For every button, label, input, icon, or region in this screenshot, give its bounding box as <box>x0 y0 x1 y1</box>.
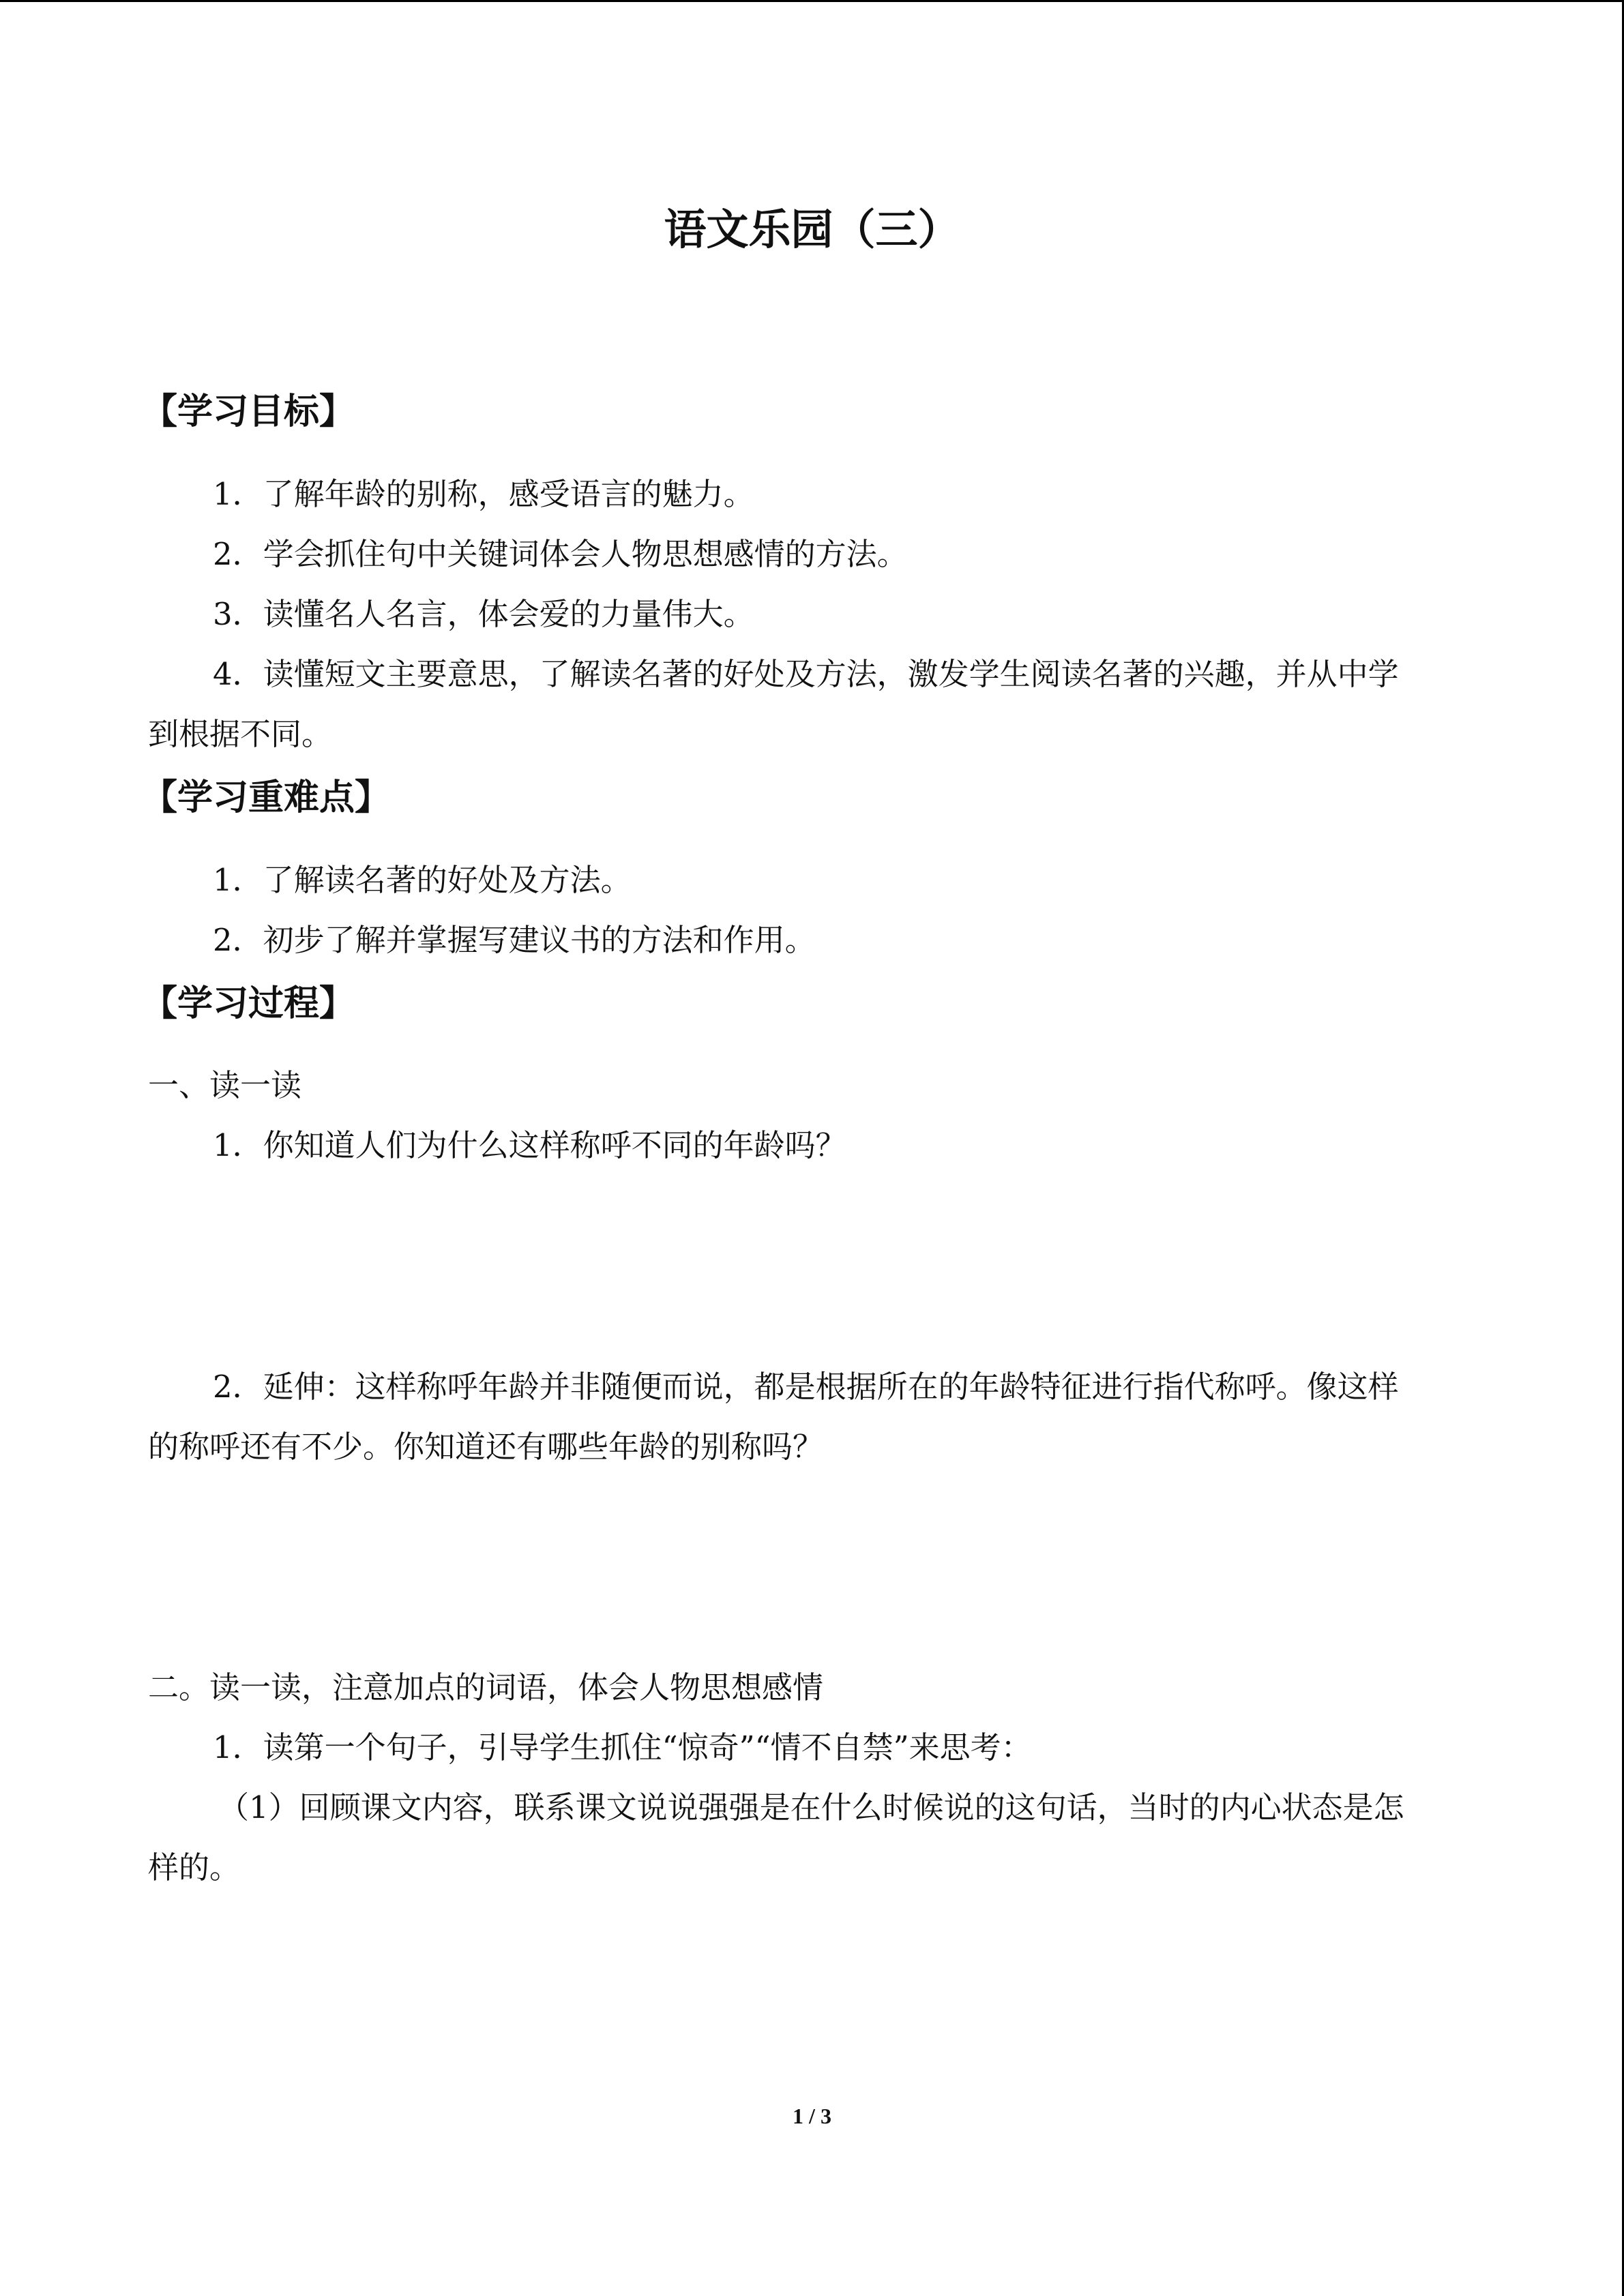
top-border <box>0 0 1624 2</box>
goal-item-2: 2．学会抓住句中关键词体会人物思想感情的方法。 <box>213 536 908 572</box>
key-point-item-2: 2．初步了解并掌握写建议书的方法和作用。 <box>213 922 816 958</box>
goal-item-4-continued: 到根据不同。 <box>148 716 333 752</box>
part-two-subquestion-1: （1）回顾课文内容，联系课文说说强强是在什么时候说的这句话，当时的内心状态是怎 <box>218 1789 1404 1825</box>
section-heading-process: 【学习过程】 <box>142 983 355 1024</box>
part-two-subquestion-1-continued: 样的。 <box>148 1849 241 1885</box>
goal-item-4: 4．读懂短文主要意思，了解读名著的好处及方法，激发学生阅读名著的兴趣，并从中学 <box>213 656 1399 692</box>
section-heading-key-points: 【学习重难点】 <box>142 777 391 818</box>
part-one-question-2-continued: 的称呼还有不少。你知道还有哪些年龄的别称吗？ <box>148 1429 824 1465</box>
goal-item-3: 3．读懂名人名言，体会爱的力量伟大。 <box>213 596 754 632</box>
page-number: 1 / 3 <box>793 2104 831 2128</box>
part-one-title: 一、读一读 <box>148 1067 302 1103</box>
page-title: 语文乐园（三） <box>664 205 960 254</box>
key-point-item-1: 1．了解读名著的好处及方法。 <box>213 862 632 898</box>
part-two-question-1: 1．读第一个句子，引导学生抓住“惊奇”“情不自禁”来思考： <box>213 1729 1032 1765</box>
section-heading-goals: 【学习目标】 <box>142 391 355 432</box>
part-two-title: 二。读一读，注意加点的词语，体会人物思想感情 <box>148 1669 824 1705</box>
part-one-question-2: 2．延伸：这样称呼年龄并非随便而说，都是根据所在的年龄特征进行指代称呼。像这样 <box>213 1369 1399 1405</box>
part-one-question-1: 1．你知道人们为什么这样称呼不同的年龄吗？ <box>213 1127 846 1163</box>
goal-item-1: 1．了解年龄的别称，感受语言的魅力。 <box>213 476 754 512</box>
